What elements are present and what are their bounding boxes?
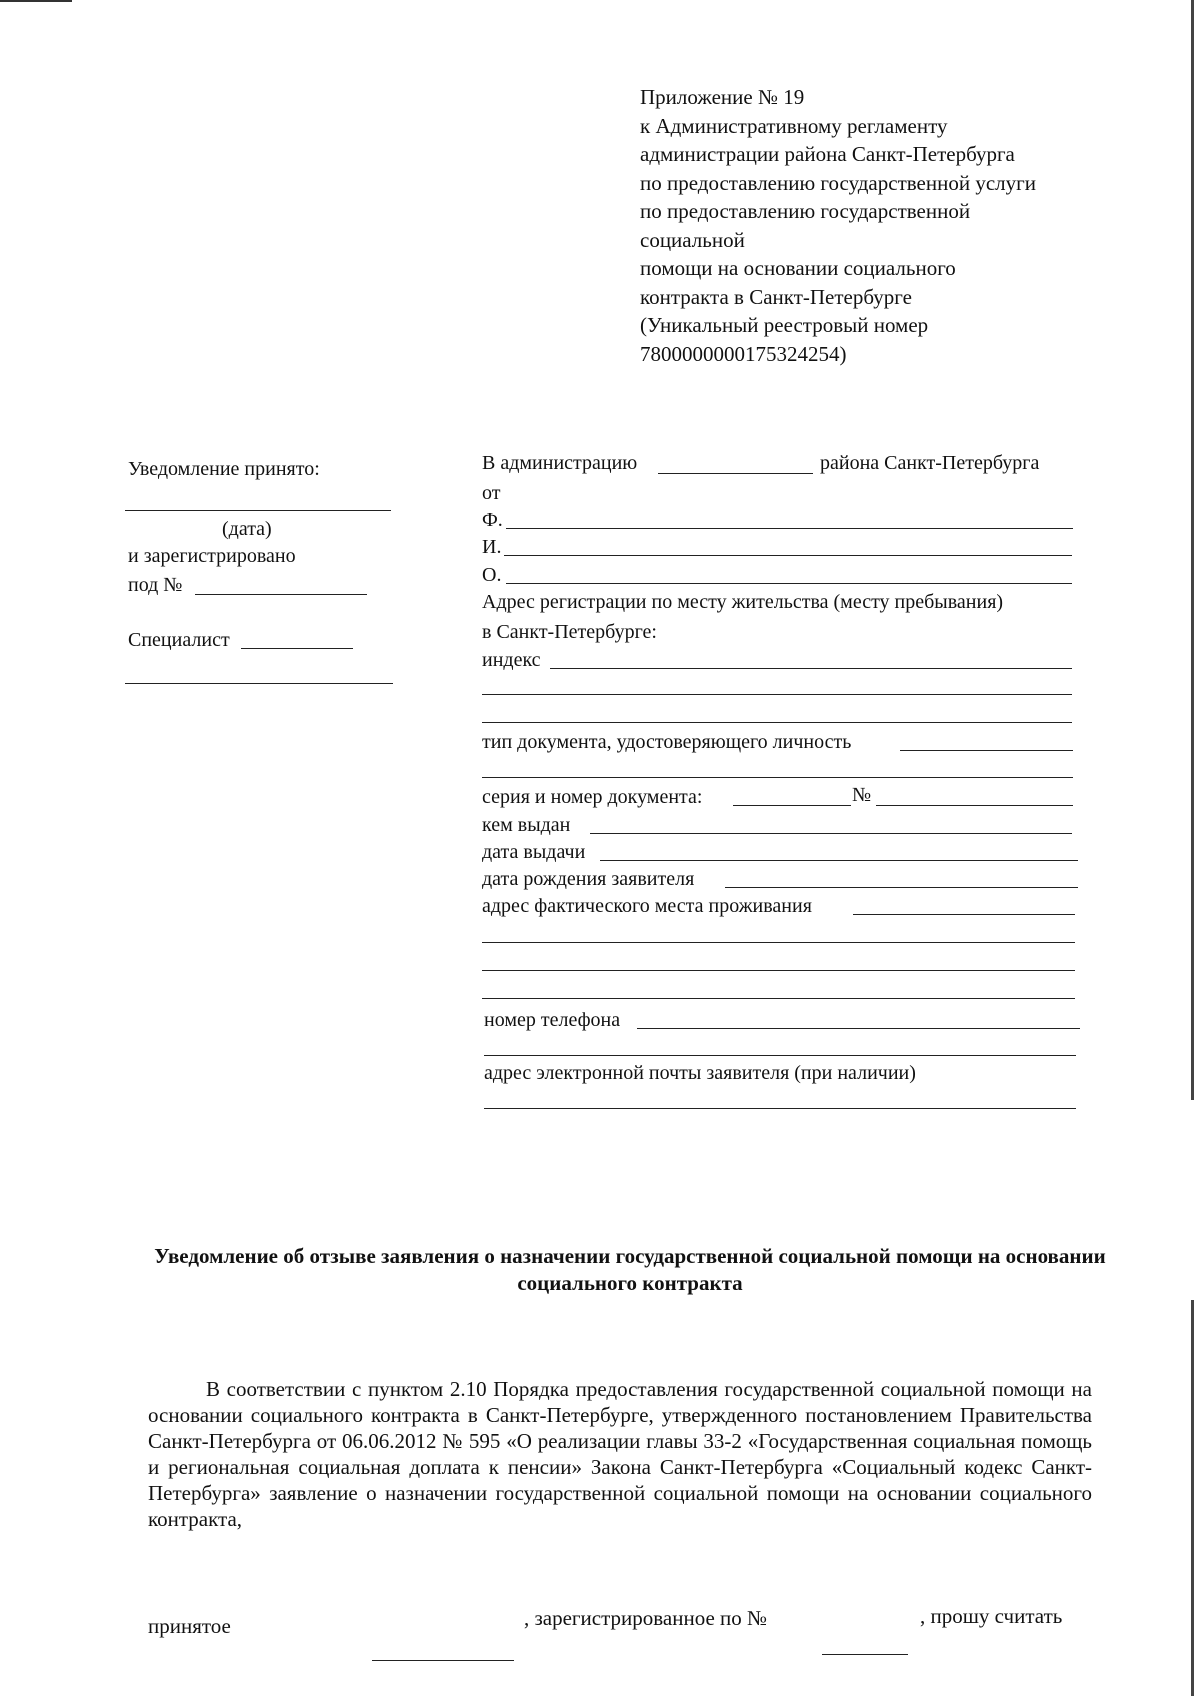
issue-date-field[interactable] [600, 860, 1078, 861]
birth-date-label: дата рождения заявителя [482, 868, 695, 890]
issue-date-label: дата выдачи [482, 841, 586, 863]
address-line[interactable] [482, 722, 1072, 723]
header-line: по предоставлению государственной [640, 199, 971, 223]
registered-number-label: , зарегистрированное по № [524, 1606, 768, 1630]
name-field[interactable] [504, 555, 1072, 556]
accepted-line[interactable] [125, 510, 391, 511]
doc-number-label: № [852, 784, 872, 806]
header-line: 7800000000175324254) [640, 341, 847, 366]
actual-address-label: адрес фактического места проживания [482, 895, 812, 917]
surname-label: Ф. [482, 509, 503, 531]
birth-date-field[interactable] [725, 887, 1078, 888]
district-field[interactable] [658, 473, 813, 474]
id-doc-type-field[interactable] [900, 750, 1073, 751]
id-doc-type-line[interactable] [482, 777, 1073, 778]
header-line: социальной [640, 227, 745, 252]
specialist-field[interactable] [241, 648, 353, 649]
scan-edge [1191, 0, 1194, 1100]
actual-address-line[interactable] [482, 942, 1075, 943]
doc-number-field[interactable] [876, 805, 1073, 806]
document-title: Уведомление об отзыве заявления о назначении государственной социальной помощи на основании социального контракта [154, 1244, 1106, 1295]
appendix-header [640, 83, 1036, 368]
to-administration-label: В администрацию [482, 452, 638, 474]
district-label: района Санкт-Петербурга [820, 452, 1040, 474]
specialist-label: Специалист [128, 629, 230, 651]
ask-label: , прошу считать [920, 1604, 1063, 1628]
registered-label: и зарегистрировано [128, 545, 296, 567]
from-label: от [482, 482, 501, 504]
body-text: В соответствии с пунктом 2.10 Порядка предоставления государственной социальной помощи на основании социального контракта в Санкт-Петербурге, утвержденного постановлением Правительства Санкт-Петербурга от 06.06.2012 № 595 «О реализации главы 33-2 «Государственная социальная помощь и региональная социальная доплата к пенсии» Закона Санкт-Петербурга «Социальный кодекс Санкт-Петербурга» заявление о назначении государственной социальной помощи на основании социального контракта, [148, 1377, 1092, 1531]
accepted-word: принятое [148, 1614, 231, 1638]
header-line: к Административному регламенту [640, 113, 948, 138]
phone-field[interactable] [637, 1028, 1080, 1029]
doc-series-label: серия и номер документа: [482, 786, 703, 808]
email-label: адрес электронной почты заявителя (при наличии) [484, 1062, 916, 1084]
id-doc-type-label: тип документа, удостоверяющего личность [482, 731, 852, 753]
actual-address-field[interactable] [853, 914, 1075, 915]
scan-top-mark [0, 0, 72, 2]
registration-address-label: Адрес регистрации по месту жительства (месту пребывания) [482, 591, 1004, 613]
date-caption: (дата) [222, 518, 272, 540]
patronymic-field[interactable] [506, 583, 1072, 584]
header-line: администрации района Санкт-Петербурга [640, 142, 1015, 166]
accepted-date-field[interactable] [372, 1660, 514, 1661]
header-line: по предоставлению государственной услуги [640, 170, 1036, 195]
phone-line[interactable] [484, 1055, 1076, 1056]
notice-accepted-label: Уведомление принято: [128, 458, 320, 480]
address-line[interactable] [482, 694, 1072, 695]
name-label: И. [482, 536, 502, 558]
body-paragraph [148, 1376, 1092, 1532]
patronymic-label: О. [482, 564, 502, 586]
index-label: индекс [482, 649, 541, 671]
surname-field[interactable] [506, 528, 1073, 529]
phone-label: номер телефона [484, 1009, 621, 1031]
doc-series-field[interactable] [733, 805, 851, 806]
specialist-signature-line[interactable] [125, 683, 393, 684]
issued-by-label: кем выдан [482, 814, 571, 836]
header-line: Приложение № 19 [640, 85, 805, 109]
header-line: контракта в Санкт-Петербурге [640, 284, 912, 309]
actual-address-line[interactable] [482, 998, 1075, 999]
email-field[interactable] [484, 1108, 1076, 1109]
header-line: (Уникальный реестровый номер [640, 313, 929, 337]
scan-edge [1191, 1300, 1194, 1696]
registration-number-label: под № [128, 574, 183, 596]
actual-address-line[interactable] [482, 970, 1075, 971]
index-field[interactable] [550, 668, 1072, 669]
registered-number-field[interactable] [822, 1654, 908, 1655]
issued-by-field[interactable] [590, 833, 1072, 834]
registration-number-field[interactable] [195, 594, 367, 595]
header-line: помощи на основании социального [640, 256, 956, 280]
in-spb-label: в Санкт-Петербурге: [482, 621, 657, 643]
